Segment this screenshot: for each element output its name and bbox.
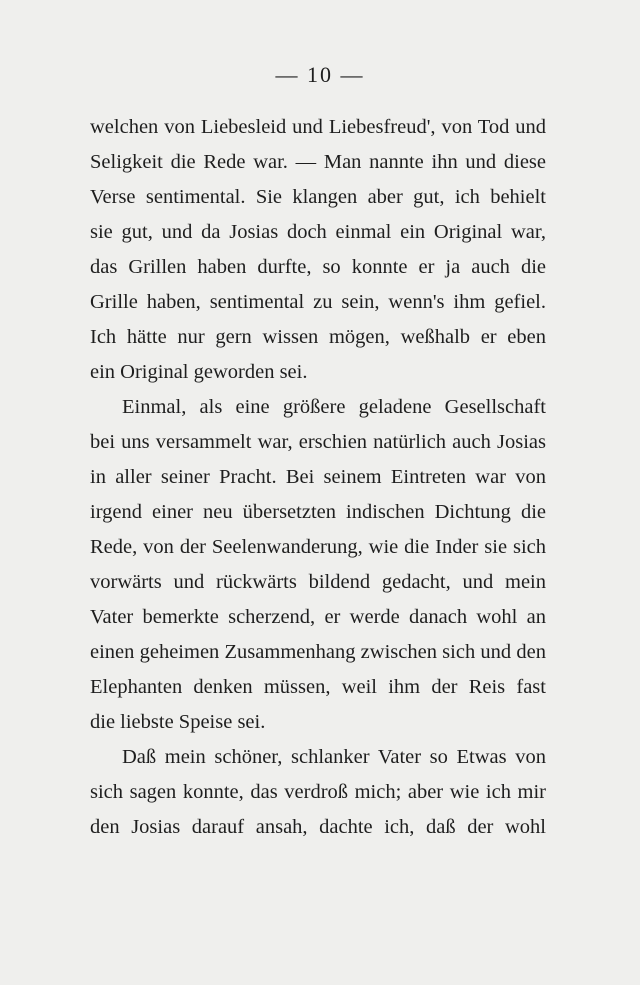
text-line: einen geheimen Zusammenhang zwischen sich und den: [90, 641, 546, 663]
text-line: Grille haben, sentimental zu sein, wenn's ihm gefiel.: [90, 291, 546, 313]
text-line: ein Original geworden sei.: [90, 361, 308, 383]
text-line: in aller seiner Pracht. Bei seinem Eintreten war von: [90, 466, 546, 488]
text-line: sich sagen konnte, das verdroß mich; aber wie ich mir: [90, 781, 546, 803]
text-line: das Grillen haben durfte, so konnte er ja auch die: [90, 256, 546, 278]
text-line: Seligkeit die Rede war. — Man nannte ihn und diese: [90, 151, 546, 173]
text-line: Vater bemerkte scherzend, er werde danach wohl an: [90, 606, 546, 628]
text-line: Verse sentimental. Sie klangen aber gut, ich behielt: [90, 186, 546, 208]
text-line: Ich hätte nur gern wissen mögen, weßhalb er eben: [90, 326, 546, 348]
page-number: — 10 —: [275, 62, 365, 87]
text-line: die liebste Speise sei.: [90, 711, 266, 733]
text-line: den Josias darauf ansah, dachte ich, daß der wohl: [90, 816, 546, 838]
text-line: welchen von Liebesleid und Liebesfreud', von Tod und: [90, 116, 546, 138]
text-line: vorwärts und rückwärts bildend gedacht, und mein: [90, 571, 546, 593]
text-line: Einmal, als eine größere geladene Gesellschaft: [122, 396, 546, 418]
text-line: Rede, von der Seelenwanderung, wie die Inder sie sich: [90, 536, 546, 558]
text-line: bei uns versammelt war, erschien natürlich auch Josias: [90, 431, 546, 453]
text-line: Daß mein schöner, schlanker Vater so Etwas von: [122, 746, 546, 768]
text-line: Elephanten denken müssen, weil ihm der Reis fast: [90, 676, 546, 698]
page-body-text: [90, 110, 546, 845]
text-line: sie gut, und da Josias doch einmal ein Original war,: [90, 221, 546, 243]
text-line: irgend einer neu übersetzten indischen Dichtung die: [90, 501, 546, 523]
